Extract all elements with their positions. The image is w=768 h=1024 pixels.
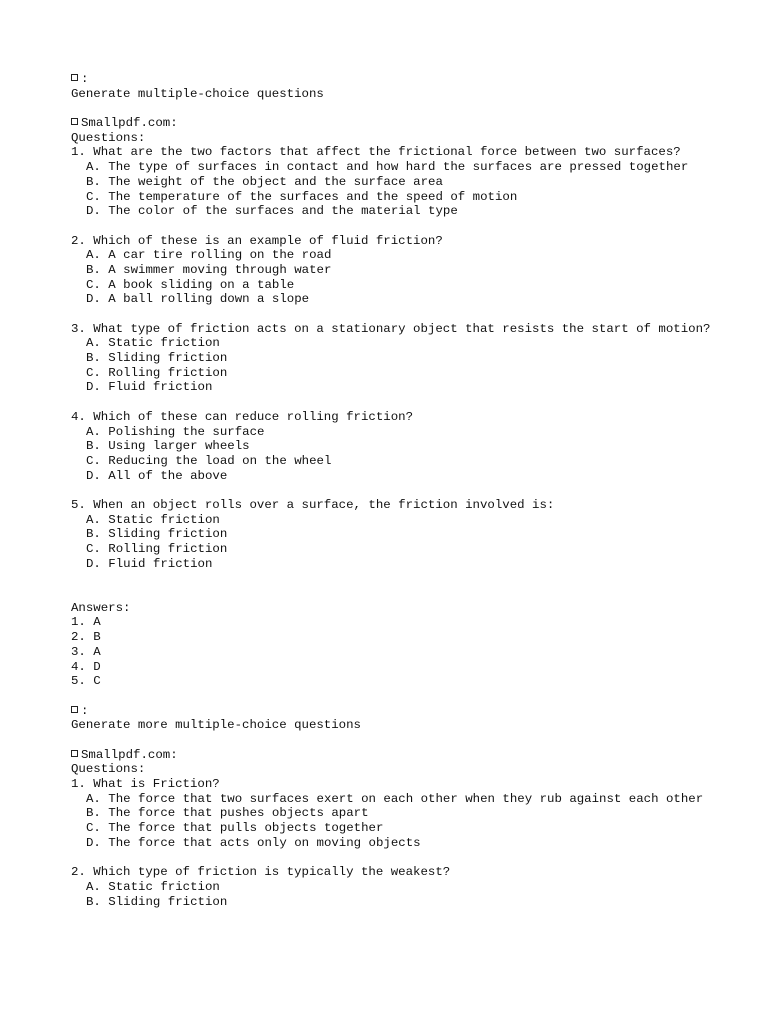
question: 1. What are the two factors that affect the frictional force between two surfaces? bbox=[71, 145, 681, 160]
answer-option: D. The force that acts only on moving objects bbox=[86, 835, 421, 850]
answer-option: A. The force that two surfaces exert on each other when they rub against each other bbox=[86, 791, 704, 806]
answer-option: A. Static friction bbox=[86, 336, 220, 351]
answer-option: B. Sliding friction bbox=[86, 894, 228, 909]
document-page bbox=[71, 72, 731, 909]
questions-header: Questions: bbox=[71, 762, 146, 777]
question: 2. Which type of friction is typically the weakest? bbox=[71, 865, 451, 880]
questions-header: Questions: bbox=[71, 130, 146, 145]
answer-option: A. Polishing the surface bbox=[86, 424, 265, 439]
answer-option: B. The weight of the object and the surface area bbox=[86, 174, 443, 189]
answer-key-item: 3. A bbox=[71, 644, 101, 659]
answer-option: A. Static friction bbox=[86, 512, 220, 527]
answer-option: A. Static friction bbox=[86, 879, 220, 894]
user-icon bbox=[71, 706, 78, 713]
bot-label: Smallpdf.com: bbox=[71, 748, 731, 763]
answer-key-item: 1. A bbox=[71, 615, 101, 630]
answer-option: B. Sliding friction bbox=[86, 351, 228, 366]
answer-option: A. The type of surfaces in contact and how hard the surfaces are pressed together bbox=[86, 160, 689, 175]
question: 2. Which of these is an example of fluid friction? bbox=[71, 233, 443, 248]
question: 4. Which of these can reduce rolling friction? bbox=[71, 409, 414, 424]
user-icon bbox=[71, 74, 78, 81]
answer-option: C. The temperature of the surfaces and the speed of motion bbox=[86, 189, 518, 204]
answer-key-item: 5. C bbox=[71, 674, 101, 689]
answer-option: B. Sliding friction bbox=[86, 527, 228, 542]
answer-option: D. The color of the surfaces and the material type bbox=[86, 204, 458, 219]
answer-option: B. Using larger wheels bbox=[86, 439, 250, 454]
answer-option: D. All of the above bbox=[86, 468, 228, 483]
question: 1. What is Friction? bbox=[71, 777, 220, 792]
answer-option: D. Fluid friction bbox=[86, 556, 213, 571]
answer-option: D. A ball rolling down a slope bbox=[86, 292, 310, 307]
answer-option: C. The force that pulls objects together bbox=[86, 821, 384, 836]
answers-header: Answers: bbox=[71, 600, 131, 615]
answer-option: A. A car tire rolling on the road bbox=[86, 248, 332, 263]
answer-option: C. A book sliding on a table bbox=[86, 277, 295, 292]
question: 3. What type of friction acts on a stationary object that resists the start of motion? bbox=[71, 321, 711, 336]
answer-option: C. Rolling friction bbox=[86, 365, 228, 380]
bot-label: Smallpdf.com: bbox=[71, 116, 731, 131]
prompt-text: Generate multiple-choice questions bbox=[71, 86, 324, 101]
answer-option: B. A swimmer moving through water bbox=[86, 262, 332, 277]
user-label: : bbox=[71, 72, 731, 87]
answer-key-item: 4. D bbox=[71, 659, 101, 674]
answer-key-item: 2. B bbox=[71, 630, 101, 645]
answer-option: B. The force that pushes objects apart bbox=[86, 806, 369, 821]
bot-icon bbox=[71, 750, 78, 757]
bot-icon bbox=[71, 118, 78, 125]
user-label: : bbox=[71, 704, 731, 719]
answer-option: D. Fluid friction bbox=[86, 380, 213, 395]
answer-option: C. Rolling friction bbox=[86, 542, 228, 557]
prompt-text: Generate more multiple-choice questions bbox=[71, 718, 361, 733]
question: 5. When an object rolls over a surface, the friction involved is: bbox=[71, 497, 555, 512]
answer-option: C. Reducing the load on the wheel bbox=[86, 453, 332, 468]
